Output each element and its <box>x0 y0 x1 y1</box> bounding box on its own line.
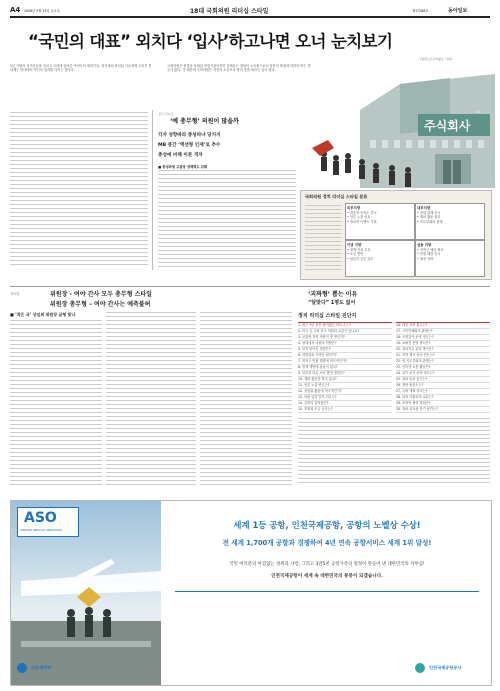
section-two-sub4: ■ 충성파형 고참당 경제력도 위해 <box>158 165 208 169</box>
table-right-list <box>396 322 490 413</box>
sidebar-cell-item: • 민원 해결 중시 <box>417 252 441 257</box>
ad-body-1: 국민 여러분의 아낌없는 성원과 사랑, 그리고 3만5천 공항가족의 열정이 만들어 낸 대한민국의 자부심! <box>229 562 425 567</box>
table-row: 12. 상임위 활동에 적극적인가? <box>298 389 392 395</box>
leadership-table <box>298 312 490 492</box>
table-row: 15. 후원회 모금 규모는? <box>298 407 392 413</box>
masthead <box>10 6 490 18</box>
classification-sidebar <box>300 190 492 280</box>
section-three-label: 지료형 <box>10 292 20 296</box>
ad-divider <box>175 591 479 592</box>
left-column-text <box>10 112 148 270</box>
table-row: 16. 대중 강연 횟수는? <box>396 323 490 329</box>
section-three-box-title: ‘괴짜형’ 뽑는 이유 <box>308 291 358 298</box>
sidebar-cell-item: • 지도부와의 관계 <box>417 219 443 224</box>
issue-number: 제17288호 <box>412 9 429 13</box>
section-three <box>10 286 490 309</box>
table-row: 11. 언론 노출 빈도는? <box>298 383 392 389</box>
column-divider <box>152 110 153 270</box>
sidebar-cell <box>415 240 485 277</box>
table-row: 23. 인터넷 소통 활동은? <box>396 365 490 371</box>
sidebar-cell-item: • 정책·가치 우선 <box>347 248 371 252</box>
sidebar-cell-head: 이념 지향 <box>347 243 362 247</box>
sidebar-cell-head: 외부지향 <box>347 206 361 210</box>
ad-logo-right <box>415 661 489 681</box>
table-row: 13. 의원 입법 발의 건수는? <box>298 395 392 401</box>
table-row: 28. 타당 의원과의 교류는? <box>396 395 490 401</box>
table-title: 정치 리더십 스타일 진단지 <box>298 313 357 319</box>
table-row: 21. 지역 행사 참석 빈도는? <box>396 353 490 359</box>
sidebar-cell-head: 내부지향 <box>417 206 431 210</box>
table-row: 20. 정치자금 관리 방식은? <box>396 347 490 353</box>
illustration <box>300 70 495 188</box>
sidebar-cell <box>345 203 415 240</box>
airport-logo-icon <box>415 663 425 673</box>
table-row: 22. 당 지도부와의 관계는? <box>396 359 490 365</box>
table-row: 14. 본회의 출석률은? <box>298 401 392 407</box>
sidebar-left-text <box>305 205 341 275</box>
sidebar-grid <box>345 203 485 277</box>
sidebar-cell <box>345 240 415 277</box>
section-three-banner2: 위원장 총무형 – 여야 간사는 예측불허 <box>50 301 151 308</box>
ad-headline-1: 세계 1등 공항, 인천국제공항, 공항의 노벨상 수상! <box>233 520 421 530</box>
main-headline: “국민의 대표” 외치다 ‘입사’하고나면 오너 눈치보기 <box>28 32 393 51</box>
lower-text-col1 <box>10 320 102 490</box>
building-sign-small: Inc. <box>476 110 482 114</box>
ad-copy <box>167 501 489 685</box>
sidebar-cell-item: • 대중적 인지도 중시 <box>347 211 377 215</box>
sidebar-title: 국회의원 정치 리더십 스타일 분류 <box>305 194 368 199</box>
section-kicker: 정치 리더십 <box>158 112 174 116</box>
section-two-title: ‘예 총무형’ 의원이 많을까 <box>170 118 239 125</box>
section-four-title: ■ ‘작은 국’ 상임위 위원장 균형 맞나 <box>10 312 76 317</box>
table-row: 24. 차기 선거 준비 정도는? <box>396 371 490 377</box>
table-row: 4. 당내에서 의원의 역할은? <box>298 341 392 347</box>
table-footnote <box>298 418 490 488</box>
table-row: 9. 당론과 다른 소신 발언 경험은? <box>298 371 392 377</box>
sidebar-cell-item: • 계파 활동 선호 <box>417 215 441 220</box>
airport-logo-text: 인천국제공항공사 <box>429 665 462 670</box>
table-row: 26. 정당 충성도는? <box>396 383 490 389</box>
page-number: A4 <box>10 6 21 14</box>
section-three-banner: 위원장 - 여야 간사 모두 총무형 스타일 <box>50 291 152 298</box>
ministry-logo-text: 국토해양부 <box>31 665 52 670</box>
illustration-byline: (일러스트=이광오 기자) <box>420 57 452 61</box>
issue-date: 2008년 5월 13일 금요일 <box>24 9 60 13</box>
aso-logo: ASO <box>24 510 57 526</box>
sidebar-cell-item: • 지역구 예산 확보 <box>417 248 444 252</box>
advertisement <box>10 500 492 686</box>
ad-photo <box>11 501 161 685</box>
aso-sub: AIRPORT SERVICE OPERATION <box>20 528 62 532</box>
lower-text-col2 <box>106 312 196 490</box>
table-row: 27. 국회 개혁 의지는? <box>396 389 490 395</box>
sidebar-cell-item: • 재선 전략 <box>417 256 434 261</box>
table-row: 8. 정책 개발에 관심이 있나? <box>298 365 392 371</box>
section-title: 18대 국회의원 리더십 스타일 <box>190 8 269 15</box>
sidebar-cell-item: • 당내 관계 중시 <box>417 211 441 215</box>
section-two-sub2: MB 중간 ‘액션형 인재’로 추수 <box>158 143 221 148</box>
table-row: 2. 미국 등 국외 한국 의원과 교류가 있나요? <box>298 329 392 335</box>
table-row: 18. 국정감사 준비 정도는? <box>396 335 490 341</box>
paper-name: 동아일보 <box>448 8 468 14</box>
table-left-list <box>298 322 392 413</box>
lower-text-col3 <box>200 312 292 490</box>
section-two <box>158 112 298 270</box>
table-row: 19. 보좌진 운영 방식은? <box>396 341 490 347</box>
table-row: 17. 시민단체와의 관계는? <box>396 329 490 335</box>
lead-paragraphs <box>10 64 312 104</box>
table-row: 5. 당직 맡아본 경험은? <box>298 347 392 353</box>
ad-body-2: 인천국제공항이 세계 속 대한민국의 통봉이 되겠습니다. <box>271 574 383 579</box>
sidebar-cell-head: 실용 지향 <box>417 243 432 247</box>
sidebar-cell-item: • 정치적 이벤트 기획 <box>347 219 377 224</box>
table-row: 30. 정치 리더십 자기 평가는? <box>396 407 490 413</box>
section-three-box-sub: “달맞다” 1명도 없어 <box>308 300 356 306</box>
table-row: 10. 계파 활동을 하고 있나? <box>298 377 392 383</box>
sidebar-cell-item: • 소신 발언 <box>347 252 364 257</box>
ministry-logo-icon <box>17 663 27 673</box>
ad-logo-left <box>17 661 77 681</box>
table-row: 1. 최근 1년 동안 참여했던 회의 수는? <box>298 323 392 329</box>
building-sign: 주식회사 <box>424 119 471 133</box>
section-two-sub3: 충성에 비해 이론 격차 <box>158 153 203 158</box>
section-two-sub1: 각자 성향따라 충성파냐 당지지 <box>158 133 221 138</box>
table-row: 3. 공관장 지역 의원이 몇 명인가? <box>298 335 392 341</box>
section-two-body <box>158 170 296 270</box>
table-row: 7. 지역구 민원 해결에 적극적인가? <box>298 359 392 365</box>
sidebar-cell <box>415 203 485 240</box>
ad-headline-2: 전 세계 1,700개 공항과 경쟁하여 4년 연속 공항서비스 세계 1위 달성! <box>222 539 432 547</box>
sidebar-cell-item: • 당론과 갈등 감수 <box>347 256 374 261</box>
airport-scene <box>11 501 161 685</box>
table-row: 29. 초당적 협력 경험은? <box>396 401 490 407</box>
sidebar-cell-item: • 언론 노출 선호 <box>347 215 371 220</box>
table-row: 25. 정치 입문 동기는? <box>396 377 490 383</box>
lead-paragraph: 국회의원은 헌법상 독립된 헌법기관이지만 실제로는 정당의 소속원으로서 정당의 방침에 따라야 하는 경우가 많다. 이 때문에 국회의원은 자신의 소신보다 당의 뜻을 따르는 일이 잦다. <box>167 64 311 73</box>
table-row: 6. 대통령과 가까운 편인가? <box>298 353 392 359</box>
lead-paragraph: 1년 가량의 선거운동을 마치고 국회에 들어간 여의도의 새내기들. 선거에서 당선된 이들에게 주어진 첫 과제는 당내에서 자신의 입지를 다지는 것이다. <box>10 64 152 73</box>
